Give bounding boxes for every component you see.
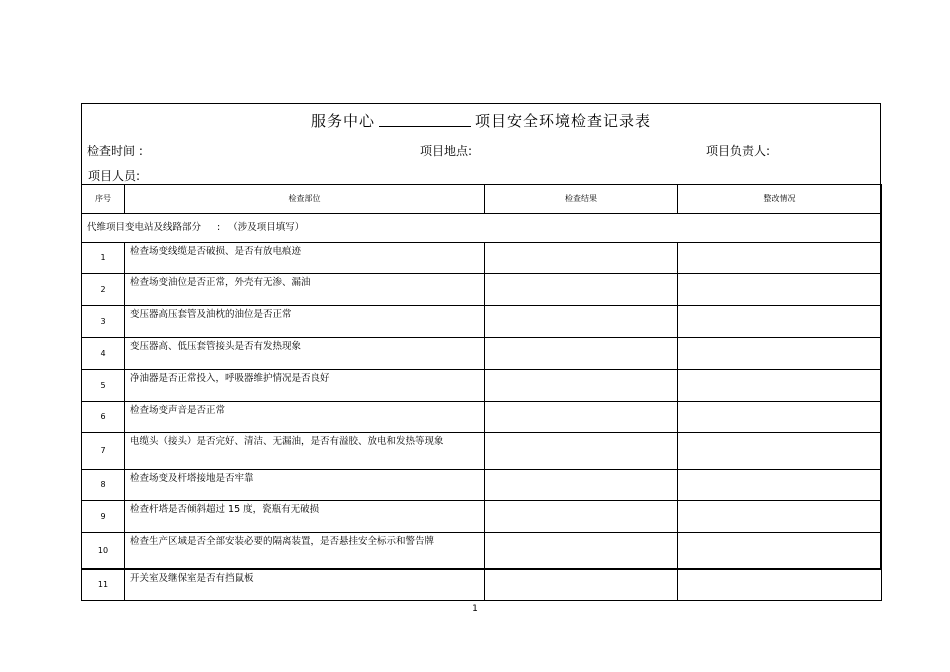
check-time-label: 检查时间 : [87, 144, 143, 158]
section-label: 代维项目变电站及线路部分 [87, 222, 202, 233]
row-number: 5 [82, 370, 125, 402]
rectification-cell[interactable] [678, 533, 882, 570]
result-cell[interactable] [485, 470, 678, 501]
header-part: 检查部位 [125, 185, 485, 214]
service-center-blank [379, 110, 471, 127]
row-number: 11 [82, 570, 125, 601]
row-number: 8 [82, 470, 125, 501]
table-row [82, 433, 882, 470]
personnel-label: 项目人员: [88, 169, 141, 183]
row-item: 变压器高压套管及油枕的油位是否正常 [125, 306, 485, 338]
row-number: 3 [82, 306, 125, 338]
row-item: 净油器是否正常投入，呼吸器维护情况是否良好 [125, 370, 485, 402]
row-item: 开关室及继保室是否有挡鼠板 [125, 570, 485, 601]
inspection-form [81, 103, 881, 589]
table-row [82, 338, 882, 370]
table-row [82, 470, 882, 501]
result-cell[interactable] [485, 433, 678, 470]
row-number: 9 [82, 501, 125, 533]
table-row [82, 274, 882, 306]
result-cell[interactable] [485, 533, 678, 570]
result-cell[interactable] [485, 338, 678, 370]
section-cell [82, 214, 882, 243]
result-cell[interactable] [485, 306, 678, 338]
row-number: 1 [82, 243, 125, 274]
page-number: 1 [472, 604, 478, 614]
header-result: 检查结果 [485, 185, 678, 214]
result-cell[interactable] [485, 370, 678, 402]
row-number: 4 [82, 338, 125, 370]
section-row [82, 214, 882, 243]
manager-label: 项目负责人: [706, 144, 771, 158]
form-title [82, 104, 880, 136]
row-item: 检查生产区域是否全部安装必要的隔离装置，是否悬挂安全标示和警告牌 [125, 533, 485, 570]
rectification-cell[interactable] [678, 306, 882, 338]
header-seq: 序号 [82, 185, 125, 214]
result-cell[interactable] [485, 274, 678, 306]
table-row [82, 501, 882, 533]
table-row [82, 306, 882, 338]
header-rectification: 整改情况 [678, 185, 882, 214]
rectification-cell[interactable] [678, 338, 882, 370]
result-cell[interactable] [485, 243, 678, 274]
rectification-cell[interactable] [678, 370, 882, 402]
rectification-cell[interactable] [678, 402, 882, 433]
personnel-row [82, 163, 880, 184]
rectification-cell[interactable] [678, 570, 882, 601]
rectification-cell[interactable] [678, 470, 882, 501]
table-row [82, 370, 882, 402]
result-cell[interactable] [485, 402, 678, 433]
table-row [82, 570, 882, 601]
row-number: 6 [82, 402, 125, 433]
rectification-cell[interactable] [678, 433, 882, 470]
row-number: 7 [82, 433, 125, 470]
table-header-row [82, 185, 882, 214]
row-number: 10 [82, 533, 125, 570]
row-item: 检查杆塔是否倾斜超过 15 度，瓷瓶有无破损 [125, 501, 485, 533]
info-row [82, 136, 880, 163]
row-item: 检查场变及杆塔接地是否牢靠 [125, 470, 485, 501]
rectification-cell[interactable] [678, 274, 882, 306]
row-item: 变压器高、低压套管接头是否有发热现象 [125, 338, 485, 370]
row-number: 2 [82, 274, 125, 306]
result-cell[interactable] [485, 570, 678, 601]
row-item: 电缆头（接头）是否完好、清洁、无漏油，是否有溢胶、放电和发热等现象 [125, 433, 485, 470]
row-item: 检查场变声音是否正常 [125, 402, 485, 433]
rectification-cell[interactable] [678, 243, 882, 274]
table-row [82, 243, 882, 274]
rectification-cell[interactable] [678, 501, 882, 533]
row-item: 检查场变油位是否正常，外壳有无渗、漏油 [125, 274, 485, 306]
location-label: 项目地点: [420, 144, 473, 158]
row-item: 检查场变线缆是否破损、是否有放电痕迹 [125, 243, 485, 274]
inspection-table [81, 184, 882, 601]
table-row [82, 533, 882, 570]
title-prefix: 服务中心 [310, 111, 375, 130]
section-note: （涉及项目填写） [228, 222, 305, 233]
result-cell[interactable] [485, 501, 678, 533]
table-row [82, 402, 882, 433]
title-suffix: 项目安全环境检查记录表 [475, 111, 652, 130]
section-colon: : [217, 222, 221, 233]
